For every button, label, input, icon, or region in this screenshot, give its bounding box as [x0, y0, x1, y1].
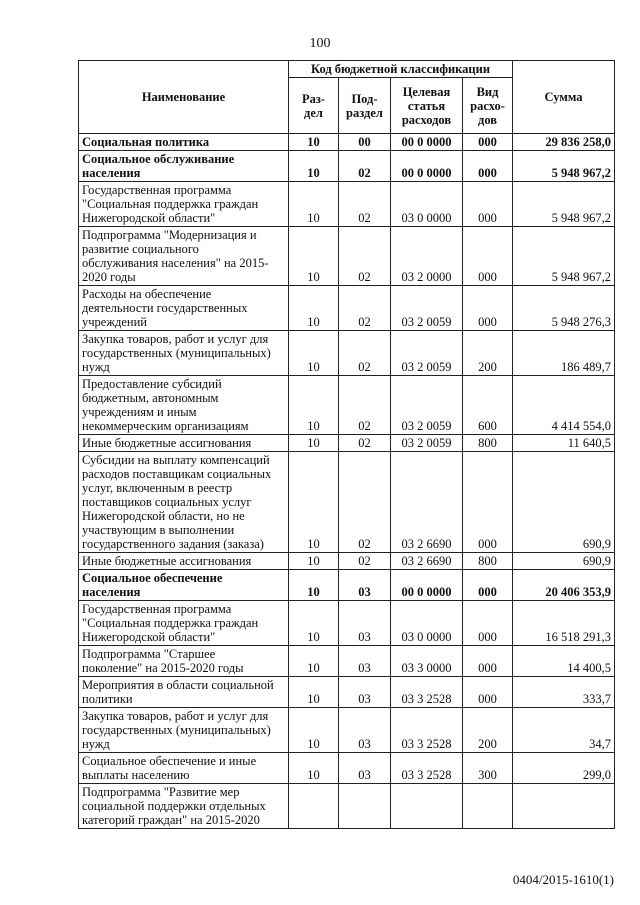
- row-razdel: 10: [289, 452, 339, 553]
- row-podrazdel: 02: [339, 227, 391, 286]
- row-name: Государственная программа "Социальная поддержка граждан Нижегородской области": [79, 601, 289, 646]
- row-expense-type: 000: [463, 646, 513, 677]
- row-target-article: 00 0 0000: [391, 151, 463, 182]
- page-number: 100: [309, 36, 331, 51]
- row-podrazdel: 02: [339, 376, 391, 435]
- row-target-article: 00 0 0000: [391, 570, 463, 601]
- row-razdel: 10: [289, 376, 339, 435]
- row-name: Иные бюджетные ассигнования: [79, 435, 289, 452]
- row-sum: 5 948 967,2: [513, 182, 615, 227]
- row-sum: 16 518 291,3: [513, 601, 615, 646]
- row-target-article: 03 2 0059: [391, 286, 463, 331]
- row-razdel: 10: [289, 677, 339, 708]
- row-name: Социальное обслуживание населения: [79, 151, 289, 182]
- table-row: [79, 151, 615, 182]
- row-podrazdel: 03: [339, 646, 391, 677]
- row-expense-type: 000: [463, 570, 513, 601]
- row-expense-type: 200: [463, 331, 513, 376]
- row-expense-type: [463, 784, 513, 829]
- row-sum: 5 948 967,2: [513, 227, 615, 286]
- row-target-article: 03 3 0000: [391, 646, 463, 677]
- table-row: [79, 570, 615, 601]
- row-target-article: 03 2 6690: [391, 452, 463, 553]
- row-sum: 34,7: [513, 708, 615, 753]
- row-name: Закупка товаров, работ и услуг для государственных (муниципальных) нужд: [79, 708, 289, 753]
- row-target-article: 03 0 0000: [391, 601, 463, 646]
- row-name: Подпрограмма "Развитие мер социальной поддержки отдельных категорий граждан" на 2015-2020: [79, 784, 289, 829]
- row-name: Иные бюджетные ассигнования: [79, 553, 289, 570]
- row-name: Социальная политика: [79, 134, 289, 151]
- row-sum: 20 406 353,9: [513, 570, 615, 601]
- row-name: Государственная программа "Социальная поддержка граждан Нижегородской области": [79, 182, 289, 227]
- row-expense-type: 000: [463, 601, 513, 646]
- table-row: [79, 452, 615, 553]
- row-expense-type: 000: [463, 182, 513, 227]
- row-expense-type: 300: [463, 753, 513, 784]
- row-razdel: 10: [289, 182, 339, 227]
- row-sum: 5 948 967,2: [513, 151, 615, 182]
- row-target-article: 00 0 0000: [391, 134, 463, 151]
- row-podrazdel: 02: [339, 553, 391, 570]
- table-row: [79, 435, 615, 452]
- header-sum: Сумма: [513, 61, 615, 134]
- row-razdel: 10: [289, 331, 339, 376]
- table-row: [79, 708, 615, 753]
- table-row: [79, 182, 615, 227]
- table-row: [79, 227, 615, 286]
- row-sum: 11 640,5: [513, 435, 615, 452]
- row-name: Мероприятия в области социальной политики: [79, 677, 289, 708]
- row-podrazdel: 02: [339, 435, 391, 452]
- table-row: [79, 601, 615, 646]
- table-row: [79, 376, 615, 435]
- row-podrazdel: 02: [339, 151, 391, 182]
- row-name: Подпрограмма "Старшее поколение" на 2015-2020 годы: [79, 646, 289, 677]
- row-podrazdel: 03: [339, 570, 391, 601]
- row-expense-type: 800: [463, 435, 513, 452]
- row-target-article: 03 2 0059: [391, 376, 463, 435]
- row-name: Расходы на обеспечение деятельности государственных учреждений: [79, 286, 289, 331]
- header-expense-type: Вид расхо- дов: [463, 78, 513, 134]
- row-expense-type: 000: [463, 227, 513, 286]
- row-podrazdel: 02: [339, 331, 391, 376]
- row-razdel: 10: [289, 435, 339, 452]
- row-sum: 299,0: [513, 753, 615, 784]
- row-target-article: 03 2 0059: [391, 435, 463, 452]
- row-podrazdel: 02: [339, 452, 391, 553]
- row-sum: 29 836 258,0: [513, 134, 615, 151]
- row-razdel: 10: [289, 286, 339, 331]
- row-razdel: 10: [289, 553, 339, 570]
- budget-table: [78, 60, 615, 829]
- row-razdel: 10: [289, 227, 339, 286]
- row-name: Закупка товаров, работ и услуг для государственных (муниципальных) нужд: [79, 331, 289, 376]
- row-expense-type: 000: [463, 151, 513, 182]
- table-row: [79, 134, 615, 151]
- row-podrazdel: 03: [339, 677, 391, 708]
- row-sum: [513, 784, 615, 829]
- table-body: [79, 134, 615, 829]
- row-target-article: [391, 784, 463, 829]
- row-expense-type: 200: [463, 708, 513, 753]
- row-razdel: 10: [289, 601, 339, 646]
- row-razdel: 10: [289, 708, 339, 753]
- row-razdel: 10: [289, 570, 339, 601]
- header-name: Наименование: [79, 61, 289, 134]
- row-sum: 690,9: [513, 553, 615, 570]
- row-podrazdel: 03: [339, 753, 391, 784]
- row-target-article: 03 2 6690: [391, 553, 463, 570]
- row-razdel: 10: [289, 753, 339, 784]
- row-name: Социальное обеспечение населения: [79, 570, 289, 601]
- table-row: [79, 331, 615, 376]
- document-code: 0404/2015-1610(1): [512, 872, 614, 887]
- table-row: [79, 646, 615, 677]
- row-razdel: 10: [289, 134, 339, 151]
- table-row: [79, 784, 615, 829]
- row-podrazdel: 03: [339, 708, 391, 753]
- row-target-article: 03 3 2528: [391, 677, 463, 708]
- row-razdel: [289, 784, 339, 829]
- row-expense-type: 000: [463, 452, 513, 553]
- row-name: Субсидии на выплату компенсаций расходов поставщикам социальных услуг, включенным в реестр поставщиков социальных услуг Нижегородской области, но не участвующим в выполнении государственного задания (заказа): [79, 452, 289, 553]
- row-expense-type: 000: [463, 677, 513, 708]
- row-razdel: 10: [289, 646, 339, 677]
- header-razdel: Раз- дел: [289, 78, 339, 134]
- row-sum: 186 489,7: [513, 331, 615, 376]
- row-target-article: 03 3 2528: [391, 708, 463, 753]
- row-expense-type: 000: [463, 286, 513, 331]
- row-name: Социальное обеспечение и иные выплаты населению: [79, 753, 289, 784]
- row-expense-type: 800: [463, 553, 513, 570]
- row-podrazdel: [339, 784, 391, 829]
- row-sum: 5 948 276,3: [513, 286, 615, 331]
- row-expense-type: 000: [463, 134, 513, 151]
- header-classification-group: Код бюджетной классификации: [289, 61, 513, 78]
- row-name: Подпрограмма "Модернизация и развитие социального обслуживания населения" на 2015- 2020 годы: [79, 227, 289, 286]
- row-sum: 333,7: [513, 677, 615, 708]
- table-row: [79, 753, 615, 784]
- row-podrazdel: 02: [339, 182, 391, 227]
- row-podrazdel: 02: [339, 286, 391, 331]
- row-name: Предоставление субсидий бюджетным, автономным учреждениям и иным некоммерческим организациям: [79, 376, 289, 435]
- header-podrazdel: Под- раздел: [339, 78, 391, 134]
- table-row: [79, 553, 615, 570]
- row-expense-type: 600: [463, 376, 513, 435]
- table-row: [79, 286, 615, 331]
- row-podrazdel: 03: [339, 601, 391, 646]
- row-sum: 14 400,5: [513, 646, 615, 677]
- row-sum: 690,9: [513, 452, 615, 553]
- row-sum: 4 414 554,0: [513, 376, 615, 435]
- row-razdel: 10: [289, 151, 339, 182]
- row-target-article: 03 0 0000: [391, 182, 463, 227]
- row-target-article: 03 2 0059: [391, 331, 463, 376]
- header-target-article: Целевая статья расходов: [391, 78, 463, 134]
- row-target-article: 03 2 0000: [391, 227, 463, 286]
- row-target-article: 03 3 2528: [391, 753, 463, 784]
- row-podrazdel: 00: [339, 134, 391, 151]
- table-row: [79, 677, 615, 708]
